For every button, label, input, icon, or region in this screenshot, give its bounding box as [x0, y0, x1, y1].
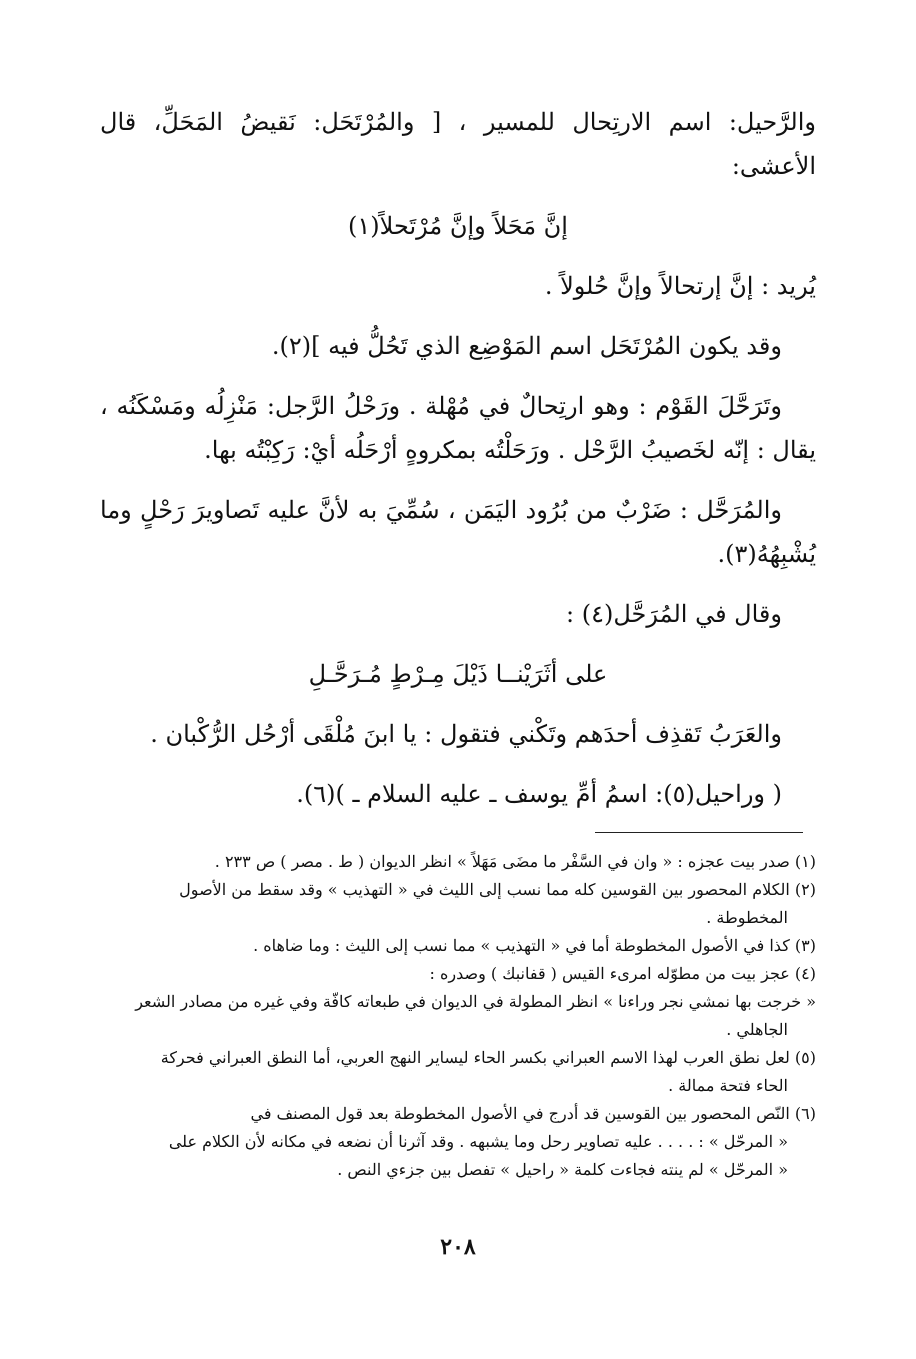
paragraph-qala: وقال في المُرَحَّل(٤) :	[566, 600, 782, 628]
verse-imru-alqais: على أثَرَيْنــا ذَيْلَ مِـرْطٍ مُـرَحَّـلِ	[308, 660, 608, 688]
footnote-2: (٢) الكلام المحصور بين القوسين كله مما نسب إلى الليث في « التهذيب » وقد سقط من الأصول	[179, 880, 816, 899]
footnote-2-continued: المخطوطة .	[706, 908, 788, 927]
paragraph-rahil-name: ( وراحيل(٥): اسمُ أمِّ يوسف ـ عليه السلام ـ )(٦).	[296, 780, 782, 808]
footnote-4: (٤) عجز بيت من مطوّله امرىء القيس ( قفانبك ) وصدره :	[429, 964, 816, 983]
footnote-4-verse: « خرجت بها نمشي نجر وراءنا » انظر المطولة في الديوان في طبعاته كافّة وفي غيره من مصادر الشعر	[135, 992, 816, 1011]
paragraph-tarahhal: وتَرَحَّلَ القَوْم : وهو ارتِحالٌ في مُهْلة . ورَحْلُ الرَّجل: مَنْزِلُه ومَسْكَنُه ، يقال : إنّه لخَصيبُ الرَّحْل . ورَحَلْتُه بمكروهٍ أرْحَلُه أيْ: رَكِبْتُه بها.	[100, 392, 816, 464]
footnote-5: (٥) لعل نطق العرب لهذا الاسم العبراني بكسر الحاء ليساير النهج العربي، أما النطق العبراني فحركة	[160, 1048, 816, 1067]
verse-aasha: إنَّ مَحَلاً وإنَّ مُرْتَحلاً(١)	[348, 212, 568, 240]
footnote-6-line-3: « المرحّل » لم ينته فجاءت كلمة « راحيل » تفصل بين جزءي النص .	[337, 1160, 788, 1179]
footnote-3: (٣) كذا في الأصول المخطوطة أما في « التهذيب » مما نسب إلى الليث : وما ضاهاه .	[253, 936, 816, 955]
main-text	[100, 100, 816, 832]
paragraph-arab: والعَرَبُ تَقذِف أحدَهم وتَكْني فتقول : يا ابنَ مُلْقَى أرْحُل الرُّكْبان .	[150, 720, 782, 748]
paragraph-murahhal: والمُرَحَّل : ضَرْبٌ من بُرُود اليَمَن ، سُمِّيَ به لأنَّ عليه تَصاويرَ رَحْلٍ وما يُشْبِهُهُ(٣).	[100, 496, 816, 568]
footnote-6: (٦) النّص المحصور بين القوسين قد أدرج في الأصول المخطوطة بعد قول المصنف في	[250, 1104, 816, 1123]
paragraph-yurid: يُريد : إنَّ إرتحالاً وإنَّ حُلولاً .	[544, 272, 816, 300]
paragraph-rahil: والرَّحيل: اسم الارتِحال للمسير ، [ والمُرْتَحَل: نَقيضُ المَحَلِّ، قال الأعشى:	[100, 108, 816, 180]
footnote-1: (١) صدر بيت عجزه : « وان في السَّفْر ما مضَى مَهَلاً » انظر الديوان ( ط . مصر ) ص ٢٣٣ .	[214, 852, 816, 871]
footnote-5-continued: الحاء فتحة ممالة .	[668, 1076, 788, 1095]
footnote-4-continued: الجاهلي .	[726, 1020, 788, 1039]
footnote-6-line-2: « المرحّل » : . . . . عليه تصاوير رحل وما يشبهه . وقد آثرنا أن نضعه في مكانه لأن الكلام على	[168, 1132, 788, 1151]
page-number: ٢٠٨	[440, 1234, 476, 1260]
footnotes	[100, 848, 816, 1184]
paragraph-murtahal: وقد يكون المُرْتَحَل اسم المَوْضِع الذي تَحُلُّ فيه ](٢).	[271, 332, 782, 360]
footnote-separator	[595, 832, 803, 833]
